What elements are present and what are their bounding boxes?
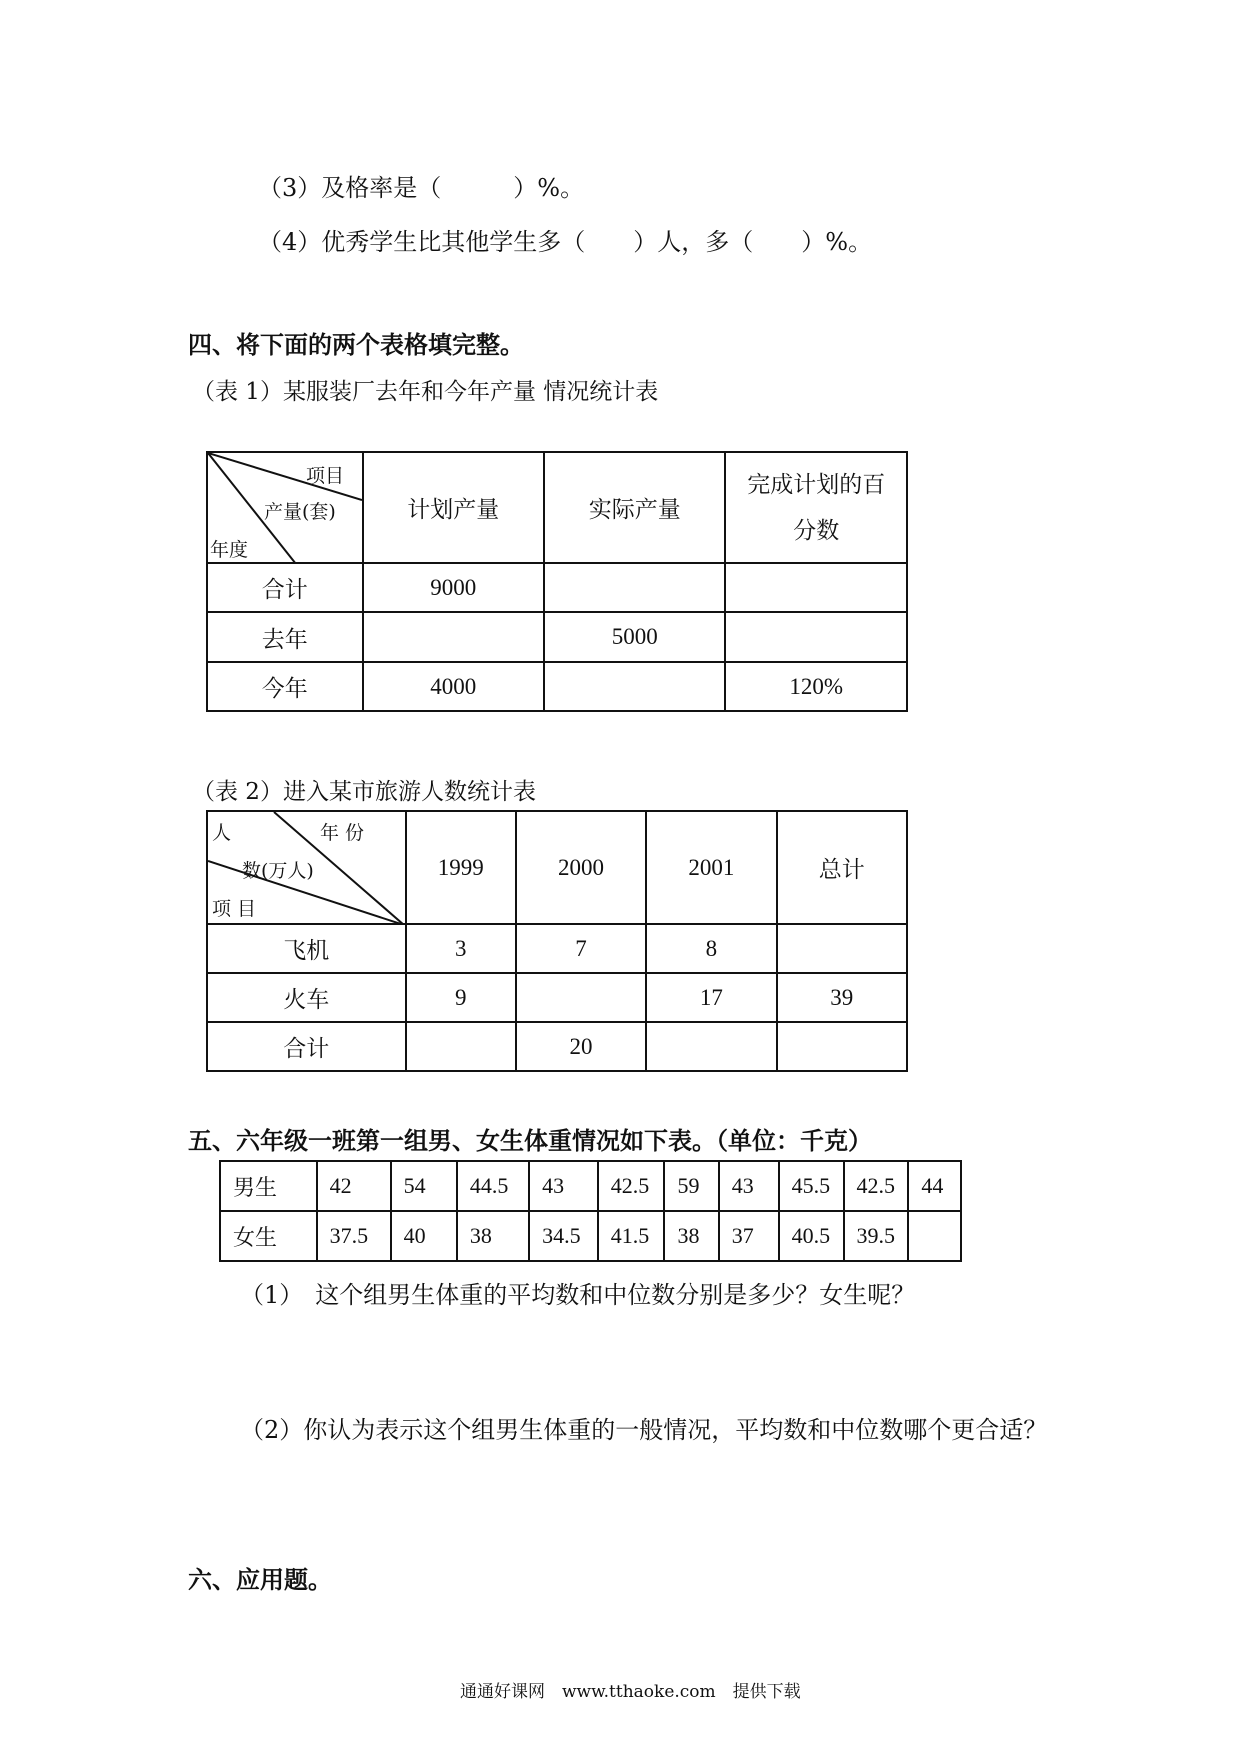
row-label-boys: 男生 (220, 1161, 317, 1211)
table-cell: 17 (646, 973, 776, 1022)
table-cell: 42 (317, 1161, 391, 1211)
table-cell: 43 (529, 1161, 598, 1211)
table-cell (406, 1022, 516, 1071)
table-cell: 37.5 (317, 1211, 391, 1261)
table-cell: 54 (391, 1161, 457, 1211)
table-cell: 39.5 (844, 1211, 909, 1261)
diag-label-people: 人 (212, 822, 232, 844)
header-planned: 计划产量 (363, 452, 544, 563)
table-cell: 7 (516, 924, 646, 973)
row-label-total: 合计 (207, 1022, 406, 1071)
table-cell (908, 1211, 961, 1261)
table-2-caption: （表 2）进入某市旅游人数统计表 (192, 779, 536, 805)
row-label-last-year: 去年 (207, 612, 363, 662)
row-label-plane: 飞机 (207, 924, 406, 973)
table-cell (725, 563, 907, 612)
table-1-diagonal-header (207, 452, 363, 563)
table-cell (777, 1022, 907, 1071)
question-4: （4）优秀学生比其他学生多（ ）人，多（ ）%。 (258, 228, 873, 256)
table-cell: 5000 (544, 612, 725, 662)
diag-label-year: 年 份 (320, 822, 365, 844)
table-cell: 40 (391, 1211, 457, 1261)
table-cell: 3 (406, 924, 516, 973)
table-cell (363, 612, 544, 662)
table-cell (516, 973, 646, 1022)
diag-label-item: 项 目 (212, 898, 257, 920)
table-cell: 42.5 (598, 1161, 665, 1211)
header-total: 总计 (777, 811, 907, 924)
diag-label-item: 项目 (306, 465, 345, 487)
section-6-title: 六、应用题。 (188, 1566, 332, 1594)
table-1-caption: （表 1）某服装厂去年和今年产量 情况统计表 (192, 379, 659, 405)
header-completion-line2: 分数 (793, 517, 840, 544)
table-2 (206, 810, 908, 1072)
table-cell: 8 (646, 924, 776, 973)
table-cell (646, 1022, 776, 1071)
question-3: （3）及格率是（ ）%。 (258, 174, 585, 202)
weight-table (219, 1160, 962, 1262)
header-year-2001: 2001 (646, 811, 776, 924)
table-2-diagonal-header (207, 811, 406, 924)
table-cell: 41.5 (598, 1211, 665, 1261)
table-cell: 4000 (363, 662, 544, 711)
section-4-title: 四、将下面的两个表格填完整。 (188, 331, 524, 359)
header-actual: 实际产量 (544, 452, 725, 563)
row-label-total: 合计 (207, 563, 363, 612)
header-completion (725, 452, 907, 563)
table-cell: 34.5 (529, 1211, 598, 1261)
table-cell: 38 (457, 1211, 529, 1261)
table-cell: 38 (664, 1211, 718, 1261)
table-cell (544, 662, 725, 711)
question-5-1: （1） 这个组男生体重的平均数和中位数分别是多少？女生呢？ (240, 1281, 916, 1309)
table-cell: 59 (664, 1161, 718, 1211)
header-year-1999: 1999 (406, 811, 516, 924)
table-cell: 120% (725, 662, 907, 711)
diag-label-count: 数(万人) (242, 860, 314, 882)
diag-label-output: 产量(套) (264, 501, 336, 523)
table-cell: 20 (516, 1022, 646, 1071)
row-label-girls: 女生 (220, 1211, 317, 1261)
table-cell (777, 924, 907, 973)
table-cell (725, 612, 907, 662)
table-cell: 9 (406, 973, 516, 1022)
table-cell: 37 (719, 1211, 779, 1261)
table-cell: 42.5 (844, 1161, 909, 1211)
table-1 (206, 451, 908, 712)
header-year-2000: 2000 (516, 811, 646, 924)
table-cell: 40.5 (779, 1211, 844, 1261)
row-label-train: 火车 (207, 973, 406, 1022)
question-5-2: （2）你认为表示这个组男生体重的一般情况，平均数和中位数哪个更合适？ (240, 1416, 1048, 1444)
table-cell: 45.5 (779, 1161, 844, 1211)
diag-label-year: 年度 (210, 539, 249, 561)
section-5-title: 五、六年级一班第一组男、女生体重情况如下表。（单位：千克） (188, 1127, 872, 1155)
row-label-this-year: 今年 (207, 662, 363, 711)
table-cell: 44 (908, 1161, 961, 1211)
footer-text: 通通好课网 www.tthaoke.com 提供下载 (460, 1682, 801, 1702)
table-cell: 39 (777, 973, 907, 1022)
table-cell: 9000 (363, 563, 544, 612)
table-cell: 44.5 (457, 1161, 529, 1211)
table-cell (544, 563, 725, 612)
header-completion-line1: 完成计划的百 (747, 471, 886, 498)
table-cell: 43 (719, 1161, 779, 1211)
